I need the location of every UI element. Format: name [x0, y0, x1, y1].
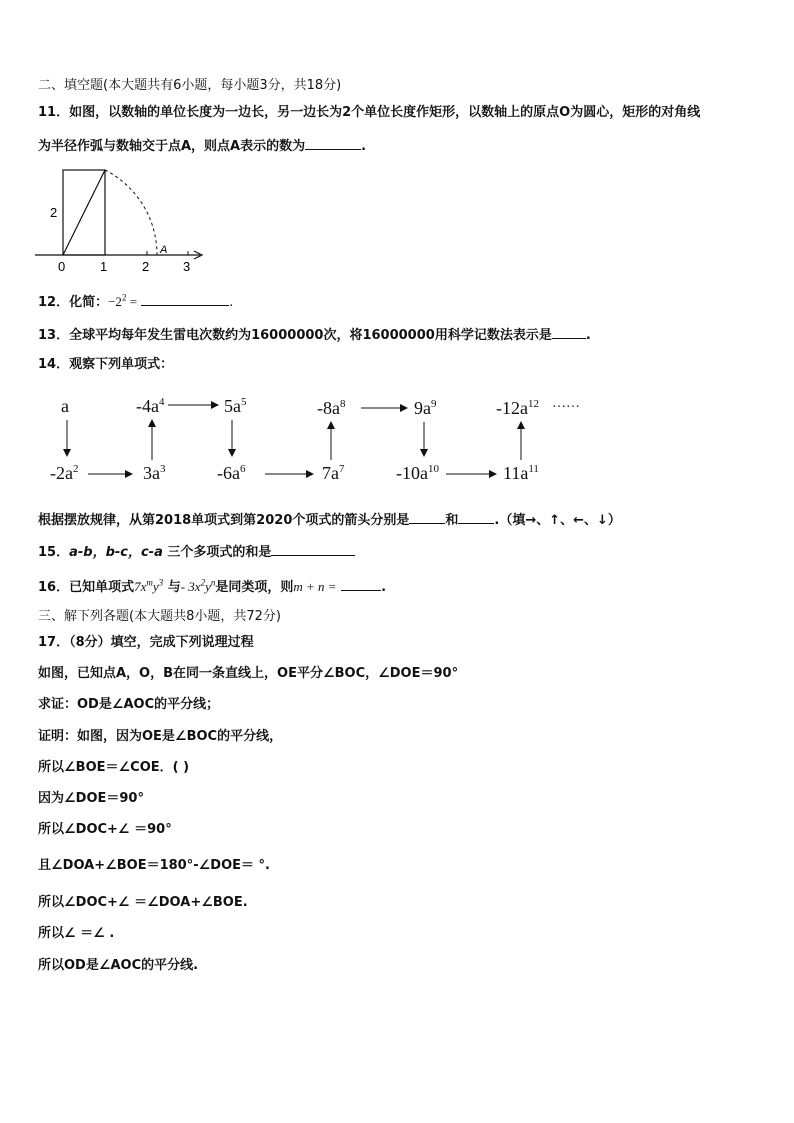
q17-title: 17．（8分）填空，完成下列说理过程 — [38, 635, 254, 650]
q17-proof-2: 所以∠BOE＝∠COE．( ) — [38, 760, 190, 775]
q11-line2-text: 为半径作弧与数轴交于点A，则点A表示的数为 — [38, 139, 306, 154]
q11-number-line-figure — [30, 162, 220, 277]
q16-end: . — [381, 580, 387, 595]
q16-monomial-1: $7x^my^3$ — [134, 577, 164, 594]
top-term-5: $9a^9$ — [414, 398, 437, 418]
q12-prefix: 12．化简： — [38, 295, 109, 310]
q15-num: 15． — [38, 545, 70, 560]
q12-exp: 2 — [121, 292, 127, 303]
q14-blank-2 — [458, 509, 494, 524]
bottom-term-1: $-2a^2$ — [50, 463, 79, 483]
q16-line — [38, 576, 386, 597]
q15-line — [38, 541, 355, 562]
q16-expr: m + n = — [293, 579, 337, 594]
q16-suffix: 是同类项，则 — [215, 580, 294, 595]
q11-line2 — [38, 135, 366, 156]
q11-answer-blank — [305, 135, 361, 150]
section-3-heading: 三、解下列各题(本大题共8小题，共72分) — [38, 609, 281, 624]
tick-label-3: 3 — [183, 259, 191, 274]
q17-proof-5: 且∠DOA+∠BOE＝180°-∠DOE＝ °. — [38, 858, 270, 873]
top-term-6: $-12a^{12}$ — [496, 398, 539, 418]
q15-text: 三个多项式的和是 — [162, 545, 272, 560]
q13-end: . — [585, 328, 591, 343]
q12-line — [38, 291, 233, 312]
q17-proof-6: 所以∠DOC+∠ ＝∠DOA+∠BOE. — [38, 895, 248, 910]
q14-rule-suffix: .（填→、↑、←、↓） — [494, 513, 621, 528]
q17-proof-4: 所以∠DOC+∠ ＝90° — [38, 822, 172, 837]
top-term-4: $-8a^8$ — [317, 398, 346, 418]
q17-proof-3: 因为∠DOE＝90° — [38, 791, 144, 806]
diagonal — [63, 170, 105, 255]
q16-prefix: 16．已知单项式 — [38, 580, 135, 595]
bottom-term-3: $-6a^6$ — [217, 463, 246, 483]
top-term-3: $5a^5$ — [224, 396, 247, 416]
q17-prove: 求证：OD是∠AOC的平分线； — [38, 697, 220, 712]
q11-line2-end: . — [361, 139, 367, 154]
bottom-term-6: $11a^{11}$ — [503, 463, 539, 483]
tick-label-0: 0 — [58, 259, 66, 274]
tick-label-2: 2 — [142, 259, 150, 274]
q17-proof-7: 所以∠ ＝∠ . — [38, 926, 115, 941]
q14-rule-line — [38, 509, 621, 530]
point-a-label: A — [160, 244, 168, 256]
q17-proof-1: 证明：如图，因为OE是∠BOC的平分线， — [38, 729, 283, 744]
q17-proof-8: 所以OD是∠AOC的平分线. — [38, 958, 199, 973]
q14-arrows — [0, 380, 794, 490]
q15-answer-blank — [271, 541, 355, 556]
dashed-arc — [105, 170, 157, 255]
side-label: 2 — [50, 205, 58, 220]
q14-rule-and: 和 — [445, 513, 459, 528]
q14-line: 14．观察下列单项式： — [38, 357, 174, 372]
q12-eq: = — [126, 294, 138, 309]
bottom-term-4: $7a^7$ — [322, 463, 345, 483]
q15-exprs: a-b，b-c，c-a — [69, 545, 163, 560]
q14-blank-1 — [409, 509, 445, 524]
q13-line — [38, 324, 591, 345]
q13-answer-blank — [552, 324, 586, 339]
q16-mid: 与 — [167, 580, 181, 595]
q12-expr: −2 — [108, 294, 122, 309]
bottom-term-5: $-10a^{10}$ — [396, 463, 439, 483]
tick-label-1: 1 — [100, 259, 108, 274]
ellipsis: …… — [552, 396, 580, 411]
q14-rule-prefix: 根据摆放规律，从第2018单项式到第2020个项式的箭头分别是 — [38, 513, 410, 528]
q12-answer-blank — [141, 291, 229, 306]
q16-answer-blank — [341, 576, 381, 591]
q13-text: 13．全球平均每年发生雷电次数约为16000000次，将16000000用科学记数法表示是 — [38, 328, 552, 343]
bottom-term-2: $3a^3$ — [143, 463, 166, 483]
q16-monomial-2: - $3x^2y^n$ — [180, 577, 216, 594]
top-term-1: a — [61, 396, 69, 416]
top-term-2: $-4a^4$ — [136, 396, 165, 416]
section-2-heading: 二、填空题(本大题共有6小题，每小题3分，共18分) — [38, 78, 342, 93]
q12-end: . — [229, 295, 234, 310]
q17-given: 如图，已知点A，O，B在同一条直线上，OE平分∠BOC，∠DOE＝90° — [38, 666, 459, 681]
q11-line1: 11．如图，以数轴的单位长度为一边长，另一边长为2个单位长度作矩形，以数轴上的原点O为圆心，矩形的对角线 — [38, 105, 701, 120]
